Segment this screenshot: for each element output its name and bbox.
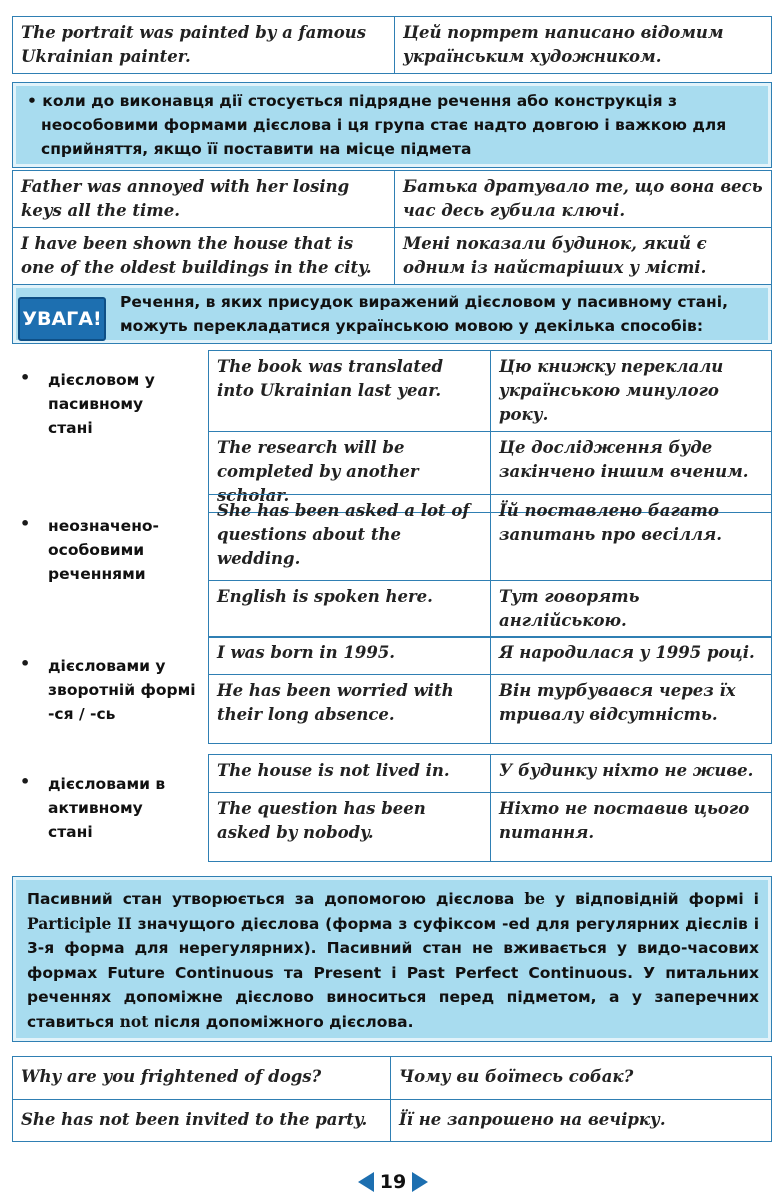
english-sentence: Father was annoyed with her losing keys all the time. [13,171,395,228]
table-row [13,171,772,228]
table-row [13,228,772,285]
english-sentence: The portrait was painted by a famous Ukrainian painter. [13,17,395,74]
group-label-passive: дієсловом у пасивному стані [48,371,155,437]
rule-part: та [273,963,314,982]
passive-voice-table [208,350,772,505]
english-sentence: She has been asked a lot of questions about the wedding. [209,495,491,581]
table-row [13,1057,772,1100]
page-number-nav [343,1168,443,1196]
ukrainian-translation: Її не запрошено на вечірку. [391,1099,772,1142]
group-label-indefinite-personal: неозначено-особовими реченнями [48,517,159,583]
rule-term-not: not [119,1011,149,1031]
rule-part: у відповідній формі і [545,890,759,908]
top-example-table [12,16,772,72]
table-row [13,17,772,74]
ukrainian-translation: У будинку ніхто не живе. [491,755,772,793]
rule-term-ed: -ed [502,914,531,933]
english-sentence: The house is not lived in. [209,755,491,793]
rule-term-be: be [524,889,546,908]
english-sentence: Why are you frightened of dogs? [13,1057,391,1100]
english-sentence: She has not been invited to the party. [13,1099,391,1142]
rule-part: після допоміжного дієслова. [148,1012,414,1031]
rule-term-present: Present [313,963,382,982]
rule-term-fc: Future Continuous [107,963,274,982]
rule-part: і [381,963,407,982]
table-row [209,581,772,638]
ukrainian-translation: Тут говорять англійською. [491,581,772,638]
ukrainian-translation: Мені показали будинок, який є одним із найстаріших у місті. [395,228,772,285]
ukrainian-translation: Це дослідження буде закінчено іншим вченим. [491,432,772,513]
attention-badge: УВАГА! [18,297,106,341]
next-page-arrow-icon[interactable] [412,1172,428,1192]
bottom-example-table [12,1056,772,1142]
rule-part: Пасивний стан утворюється за допомогою дієслова [27,890,525,908]
note-box-clause [12,82,772,168]
ukrainian-translation: Ніхто не поставив цього питання. [491,793,772,862]
rule-term-participle: Participle II [27,913,132,933]
table-row [209,637,772,675]
english-sentence: He has been worried with their long absence. [209,675,491,744]
english-sentence: The book was translated into Ukrainian last year. [209,351,491,432]
ukrainian-translation: Цю книжку переклали українською минулого року. [491,351,772,432]
group-label-reflexive: дієсловами у зворотній формі -ся / -сь [48,657,196,723]
group-label-active: дієсловами в активному стані [48,775,166,841]
table-row [209,793,772,862]
indefinite-personal-table [208,494,772,630]
english-sentence: I was born in 1995. [209,637,491,675]
ukrainian-translation: Цей портрет написано відомим українським художником. [395,17,772,74]
previous-page-arrow-icon[interactable] [358,1172,374,1192]
table-row [209,675,772,744]
bullet-icon: • [20,772,31,791]
reflexive-table [208,636,772,744]
note-text: • коли до виконавця дії стосується підрядне речення або конструкція з неособовими формами дієслова і ця група стає надто довгою і важкою для сприйняття, якщо її поставити на місце підмета [27,92,727,158]
bullet-icon: • [20,654,31,673]
bullet-icon: • [20,368,31,387]
rule-box [12,876,772,1042]
attention-text: Речення, в яких присудок виражений дієсловом у пасивному стані, можуть перекладатися українською мовою у декілька способів: [120,293,728,335]
bullet-icon: • [20,514,31,533]
rule-part: значущого дієслова (форма з суфіксом [131,914,503,933]
english-sentence: The question has been asked by nobody. [209,793,491,862]
rule-part: для нерегулярних). Пасивний стан не вживається у видо-часових формах [27,939,759,982]
table-row [13,1099,772,1142]
english-sentence: I have been shown the house that is one of the oldest buildings in the city. [13,228,395,285]
ukrainian-translation: Чому ви боїтесь собак? [391,1057,772,1100]
rule-text [27,887,759,1034]
clause-examples-table [12,170,772,277]
table-row [209,351,772,432]
page-number: 19 [379,1171,407,1193]
table-row [209,755,772,793]
ukrainian-translation: Він турбувався через їх тривалу відсутність. [491,675,772,744]
table-row [209,495,772,581]
active-voice-table [208,754,772,862]
ukrainian-translation: Їй поставлено багато запитань про весілля. [491,495,772,581]
ukrainian-translation: Батька дратувало те, що вона весь час десь губила ключі. [395,171,772,228]
english-sentence: The research will be completed by another scholar. [209,432,491,513]
english-sentence: English is spoken here. [209,581,491,638]
ukrainian-translation: Я народилася у 1995 році. [491,637,772,675]
rule-part: У питальних реченнях допоміжне дієслово виноситься перед підметом, а у заперечних ставиться [27,963,759,1031]
rule-term-ppc: Past Perfect Continuous. [406,963,634,982]
rule-term-third-form: 3-я форма [27,939,125,957]
rule-part: для регулярних дієслів і [530,914,760,933]
